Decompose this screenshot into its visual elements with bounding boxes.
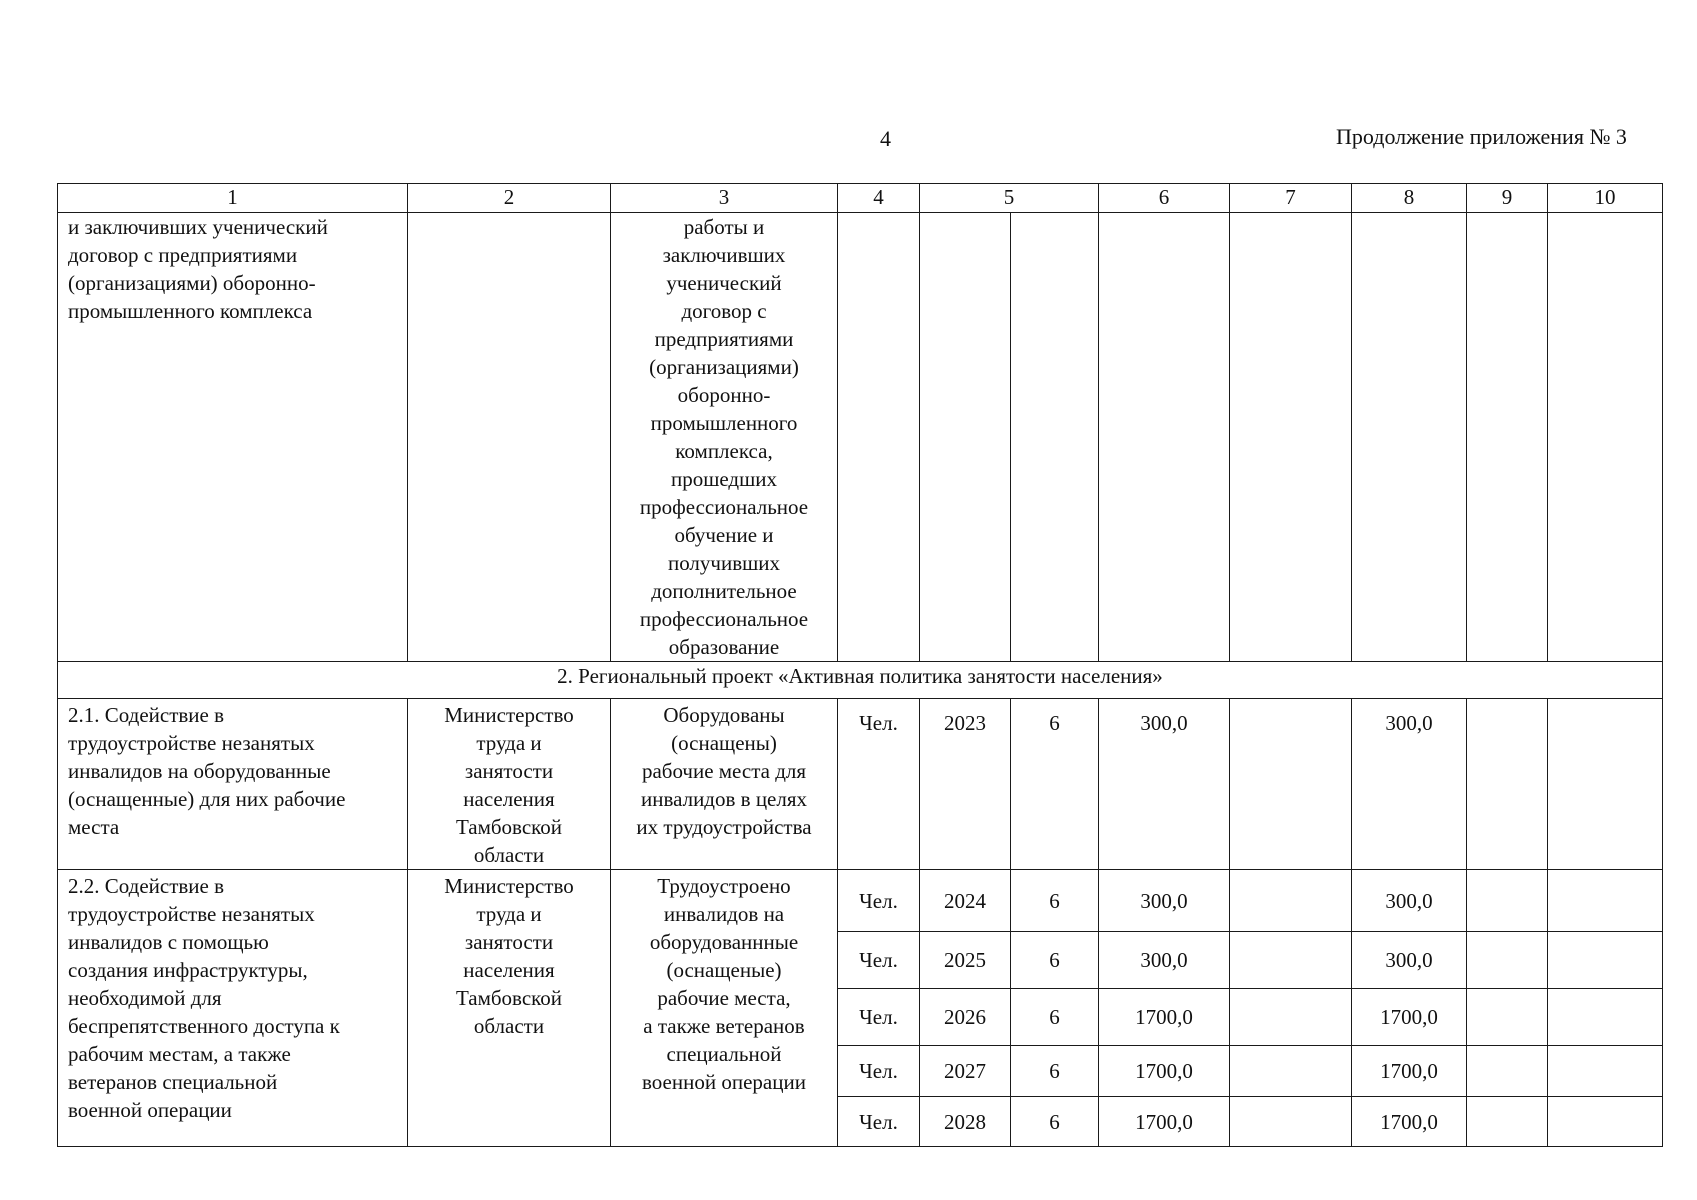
column-number: 5 — [920, 184, 1099, 213]
col7-cell — [1230, 932, 1352, 989]
total-cell: 1700,0 — [1099, 989, 1230, 1046]
empty-cell — [1467, 213, 1548, 662]
col10-cell — [1548, 932, 1663, 989]
col7-cell — [1230, 1097, 1352, 1147]
event-name-cell — [58, 213, 408, 662]
program-table — [57, 183, 1663, 1147]
column-number: 1 — [58, 184, 408, 213]
col7-cell — [1230, 870, 1352, 932]
col9-cell — [1467, 989, 1548, 1046]
executor-cell — [408, 699, 611, 870]
col8-cell: 300,0 — [1352, 870, 1467, 932]
total-cell: 1700,0 — [1099, 1097, 1230, 1147]
col10-cell — [1548, 989, 1663, 1046]
count-cell: 6 — [1011, 989, 1099, 1046]
empty-cell — [1352, 213, 1467, 662]
indicator-cell — [611, 870, 838, 1147]
col8-cell: 1700,0 — [1352, 989, 1467, 1046]
executor-text: Министерство труда и занятости населения Тамбовской области — [444, 874, 574, 1038]
indicator-text: Трудоустроено инвалидов на оборудованнные (оснащеные) рабочие места, а также ветеранов специальной военной операции — [642, 874, 806, 1094]
appendix-continuation-label: Продолжение приложения № 3 — [1336, 124, 1627, 149]
total-cell: 300,0 — [1099, 932, 1230, 989]
column-number: 8 — [1352, 184, 1467, 213]
col8-cell: 1700,0 — [1352, 1097, 1467, 1147]
col10-cell — [1548, 1046, 1663, 1097]
empty-cell — [1548, 213, 1663, 662]
empty-cell — [1011, 213, 1099, 662]
empty-cell — [838, 213, 920, 662]
col7-cell — [1230, 699, 1352, 870]
unit-cell: Чел. — [838, 989, 920, 1046]
col10-cell — [1548, 870, 1663, 932]
total-cell: 1700,0 — [1099, 1046, 1230, 1097]
empty-cell — [920, 213, 1011, 662]
column-number: 9 — [1467, 184, 1548, 213]
event-name-cell — [58, 699, 408, 870]
event-name: 2.1. Содействие в трудоустройстве незанятых инвалидов на оборудованные (оснащенные) для них рабочие места — [68, 703, 346, 839]
col10-cell — [1548, 699, 1663, 870]
year-cell: 2024 — [920, 870, 1011, 932]
year-cell: 2025 — [920, 932, 1011, 989]
unit-cell: Чел. — [838, 699, 920, 870]
unit-cell: Чел. — [838, 1097, 920, 1147]
unit-cell: Чел. — [838, 932, 920, 989]
count-cell: 6 — [1011, 1046, 1099, 1097]
col10-cell — [1548, 1097, 1663, 1147]
page-number: 4 — [880, 126, 891, 151]
column-number: 10 — [1548, 184, 1663, 213]
column-number: 7 — [1230, 184, 1352, 213]
col9-cell — [1467, 932, 1548, 989]
count-cell: 6 — [1011, 932, 1099, 989]
col8-cell: 300,0 — [1352, 699, 1467, 870]
event-name: и заключивших ученический договор с предприятиями (организациями) оборонно- промышленного комплекса — [68, 215, 328, 323]
column-number: 3 — [611, 184, 838, 213]
column-number: 2 — [408, 184, 611, 213]
col8-cell: 1700,0 — [1352, 1046, 1467, 1097]
section-row — [58, 662, 1663, 699]
col9-cell — [1467, 1046, 1548, 1097]
year-cell: 2028 — [920, 1097, 1011, 1147]
count-cell: 6 — [1011, 870, 1099, 932]
col7-cell — [1230, 989, 1352, 1046]
executor-cell — [408, 870, 611, 1147]
col8-cell: 300,0 — [1352, 932, 1467, 989]
year-cell: 2027 — [920, 1046, 1011, 1097]
year-cell: 2026 — [920, 989, 1011, 1046]
event-name: 2.2. Содействие в трудоустройстве незанятых инвалидов с помощью создания инфраструктуры, необходимой для беспрепятственного доступа к рабочим местам, а также ветеранов специальной военной операции — [68, 874, 340, 1122]
unit-cell: Чел. — [838, 1046, 920, 1097]
col9-cell — [1467, 1097, 1548, 1147]
table-row — [58, 870, 1663, 932]
count-cell: 6 — [1011, 1097, 1099, 1147]
indicator-text: работы и заключивших ученический договор с предприятиями (организациями) оборонно- промышленного комплекса, прошедших профессиональное обучение и получивших дополнительное профессиональное образование — [639, 215, 809, 659]
section-title: 2. Региональный проект «Активная политика занятости населения» — [58, 662, 1663, 699]
empty-cell — [1099, 213, 1230, 662]
col9-cell — [1467, 870, 1548, 932]
count-cell: 6 — [1011, 699, 1099, 870]
unit-cell: Чел. — [838, 870, 920, 932]
year-cell: 2023 — [920, 699, 1011, 870]
indicator-cell — [611, 699, 838, 870]
empty-cell — [1230, 213, 1352, 662]
col9-cell — [1467, 699, 1548, 870]
event-name-cell — [58, 870, 408, 1147]
indicator-text: Оборудованы (оснащены) рабочие места для инвалидов в целях их трудоустройства — [636, 703, 812, 839]
column-number: 6 — [1099, 184, 1230, 213]
column-number-row — [58, 184, 1663, 213]
indicator-cell — [611, 213, 838, 662]
col7-cell — [1230, 1046, 1352, 1097]
executor-text: Министерство труда и занятости населения Тамбовской области — [444, 703, 574, 867]
column-number: 4 — [838, 184, 920, 213]
executor-cell — [408, 213, 611, 662]
table-row — [58, 699, 1663, 870]
total-cell: 300,0 — [1099, 870, 1230, 932]
continuation-row — [58, 213, 1663, 662]
total-cell: 300,0 — [1099, 699, 1230, 870]
